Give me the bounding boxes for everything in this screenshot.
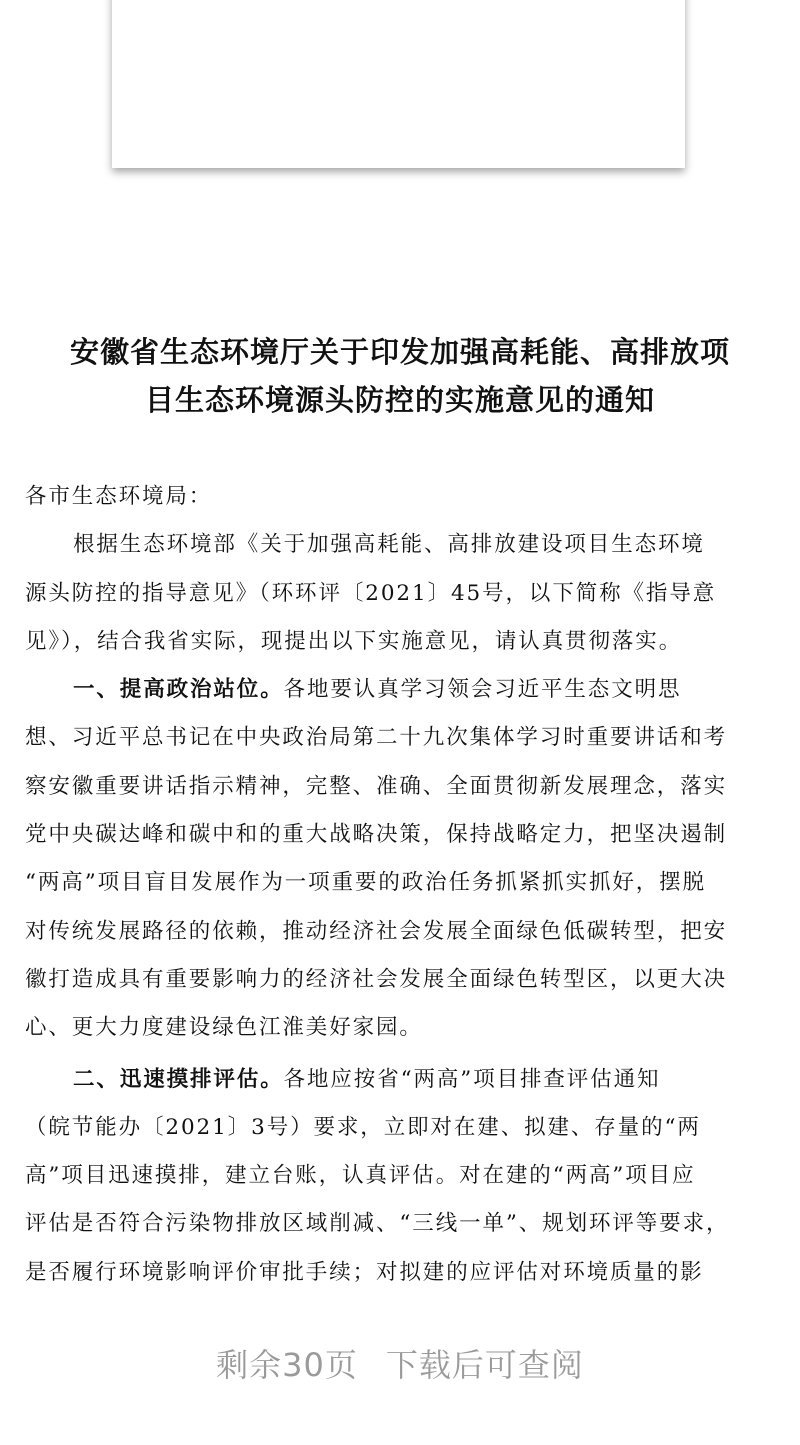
title-line: 目生态环境源头防控的实施意见的通知 <box>144 383 655 417</box>
download-to-view-text[interactable]: 下载后可查阅 <box>385 1346 584 1384</box>
body-line: 评估是否符合污染物排放区域削减、“三线一单”、规划环评等要求， <box>25 1211 730 1237</box>
title-line: 安徽省生态环境厅关于印发加强高耗能、高排放项 <box>69 335 730 369</box>
document-title <box>0 328 800 424</box>
download-prompt[interactable] <box>0 1340 800 1386</box>
body-line: 高”项目迅速摸排，建立台账，认真评估。对在建的“两高”项目应 <box>25 1163 696 1189</box>
section-1-heading: 一、提高政治站位。 <box>73 677 284 703</box>
body-line: 徽打造成具有重要影响力的经济社会发展全面绿色转型区，以更大决 <box>25 966 728 992</box>
body-text: 各地应按省“两高”项目排查评估通知 <box>283 1066 661 1092</box>
section-2-heading: 二、迅速摸排评估。 <box>73 1066 284 1092</box>
body-line: （皖节能办〔2021〕3号）要求，立即对在建、拟建、存量的“两 <box>25 1114 701 1140</box>
section-2-first-line <box>25 1056 785 1104</box>
body-line: 对传统发展路径的依赖，推动经济社会发展全面绿色低碳转型，把安 <box>25 918 728 944</box>
remaining-pages-text: 剩余30页 <box>216 1346 358 1384</box>
previous-page-card <box>112 0 685 168</box>
section-1-first-line <box>25 666 785 714</box>
body-line: 想、习近平总书记在中央政治局第二十九次集体学习时重要讲话和考 <box>25 725 728 751</box>
salutation: 各市生态环境局： <box>25 484 213 509</box>
body-line: 心、更大力度建设绿色江淮美好家园。 <box>25 1015 423 1041</box>
document-body <box>25 473 785 1297</box>
body-line: 是否履行环境影响评价审批手续；对拟建的应评估对环境质量的影 <box>25 1259 704 1285</box>
body-line: 见》），结合我省实际，现提出以下实施意见，请认真贯彻落实。 <box>25 628 683 654</box>
body-line: 根据生态环境部《关于加强高耗能、高排放建设项目生态环境 <box>73 532 705 558</box>
body-line: 源头防控的指导意见》（环环评〔2021〕45号，以下简称《指导意 <box>25 580 717 606</box>
body-text: 各地要认真学习领会习近平生态文明思 <box>283 677 682 703</box>
body-line: 察安徽重要讲话指示精神，完整、准确、全面贯彻新发展理念，落实 <box>25 773 728 799</box>
body-line: 党中央碳达峰和碳中和的重大战略决策，保持战略定力，把坚决遏制 <box>25 822 728 848</box>
body-line: “两高”项目盲目发展作为一项重要的政治任务抓紧抓实抓好，摆脱 <box>25 870 706 896</box>
